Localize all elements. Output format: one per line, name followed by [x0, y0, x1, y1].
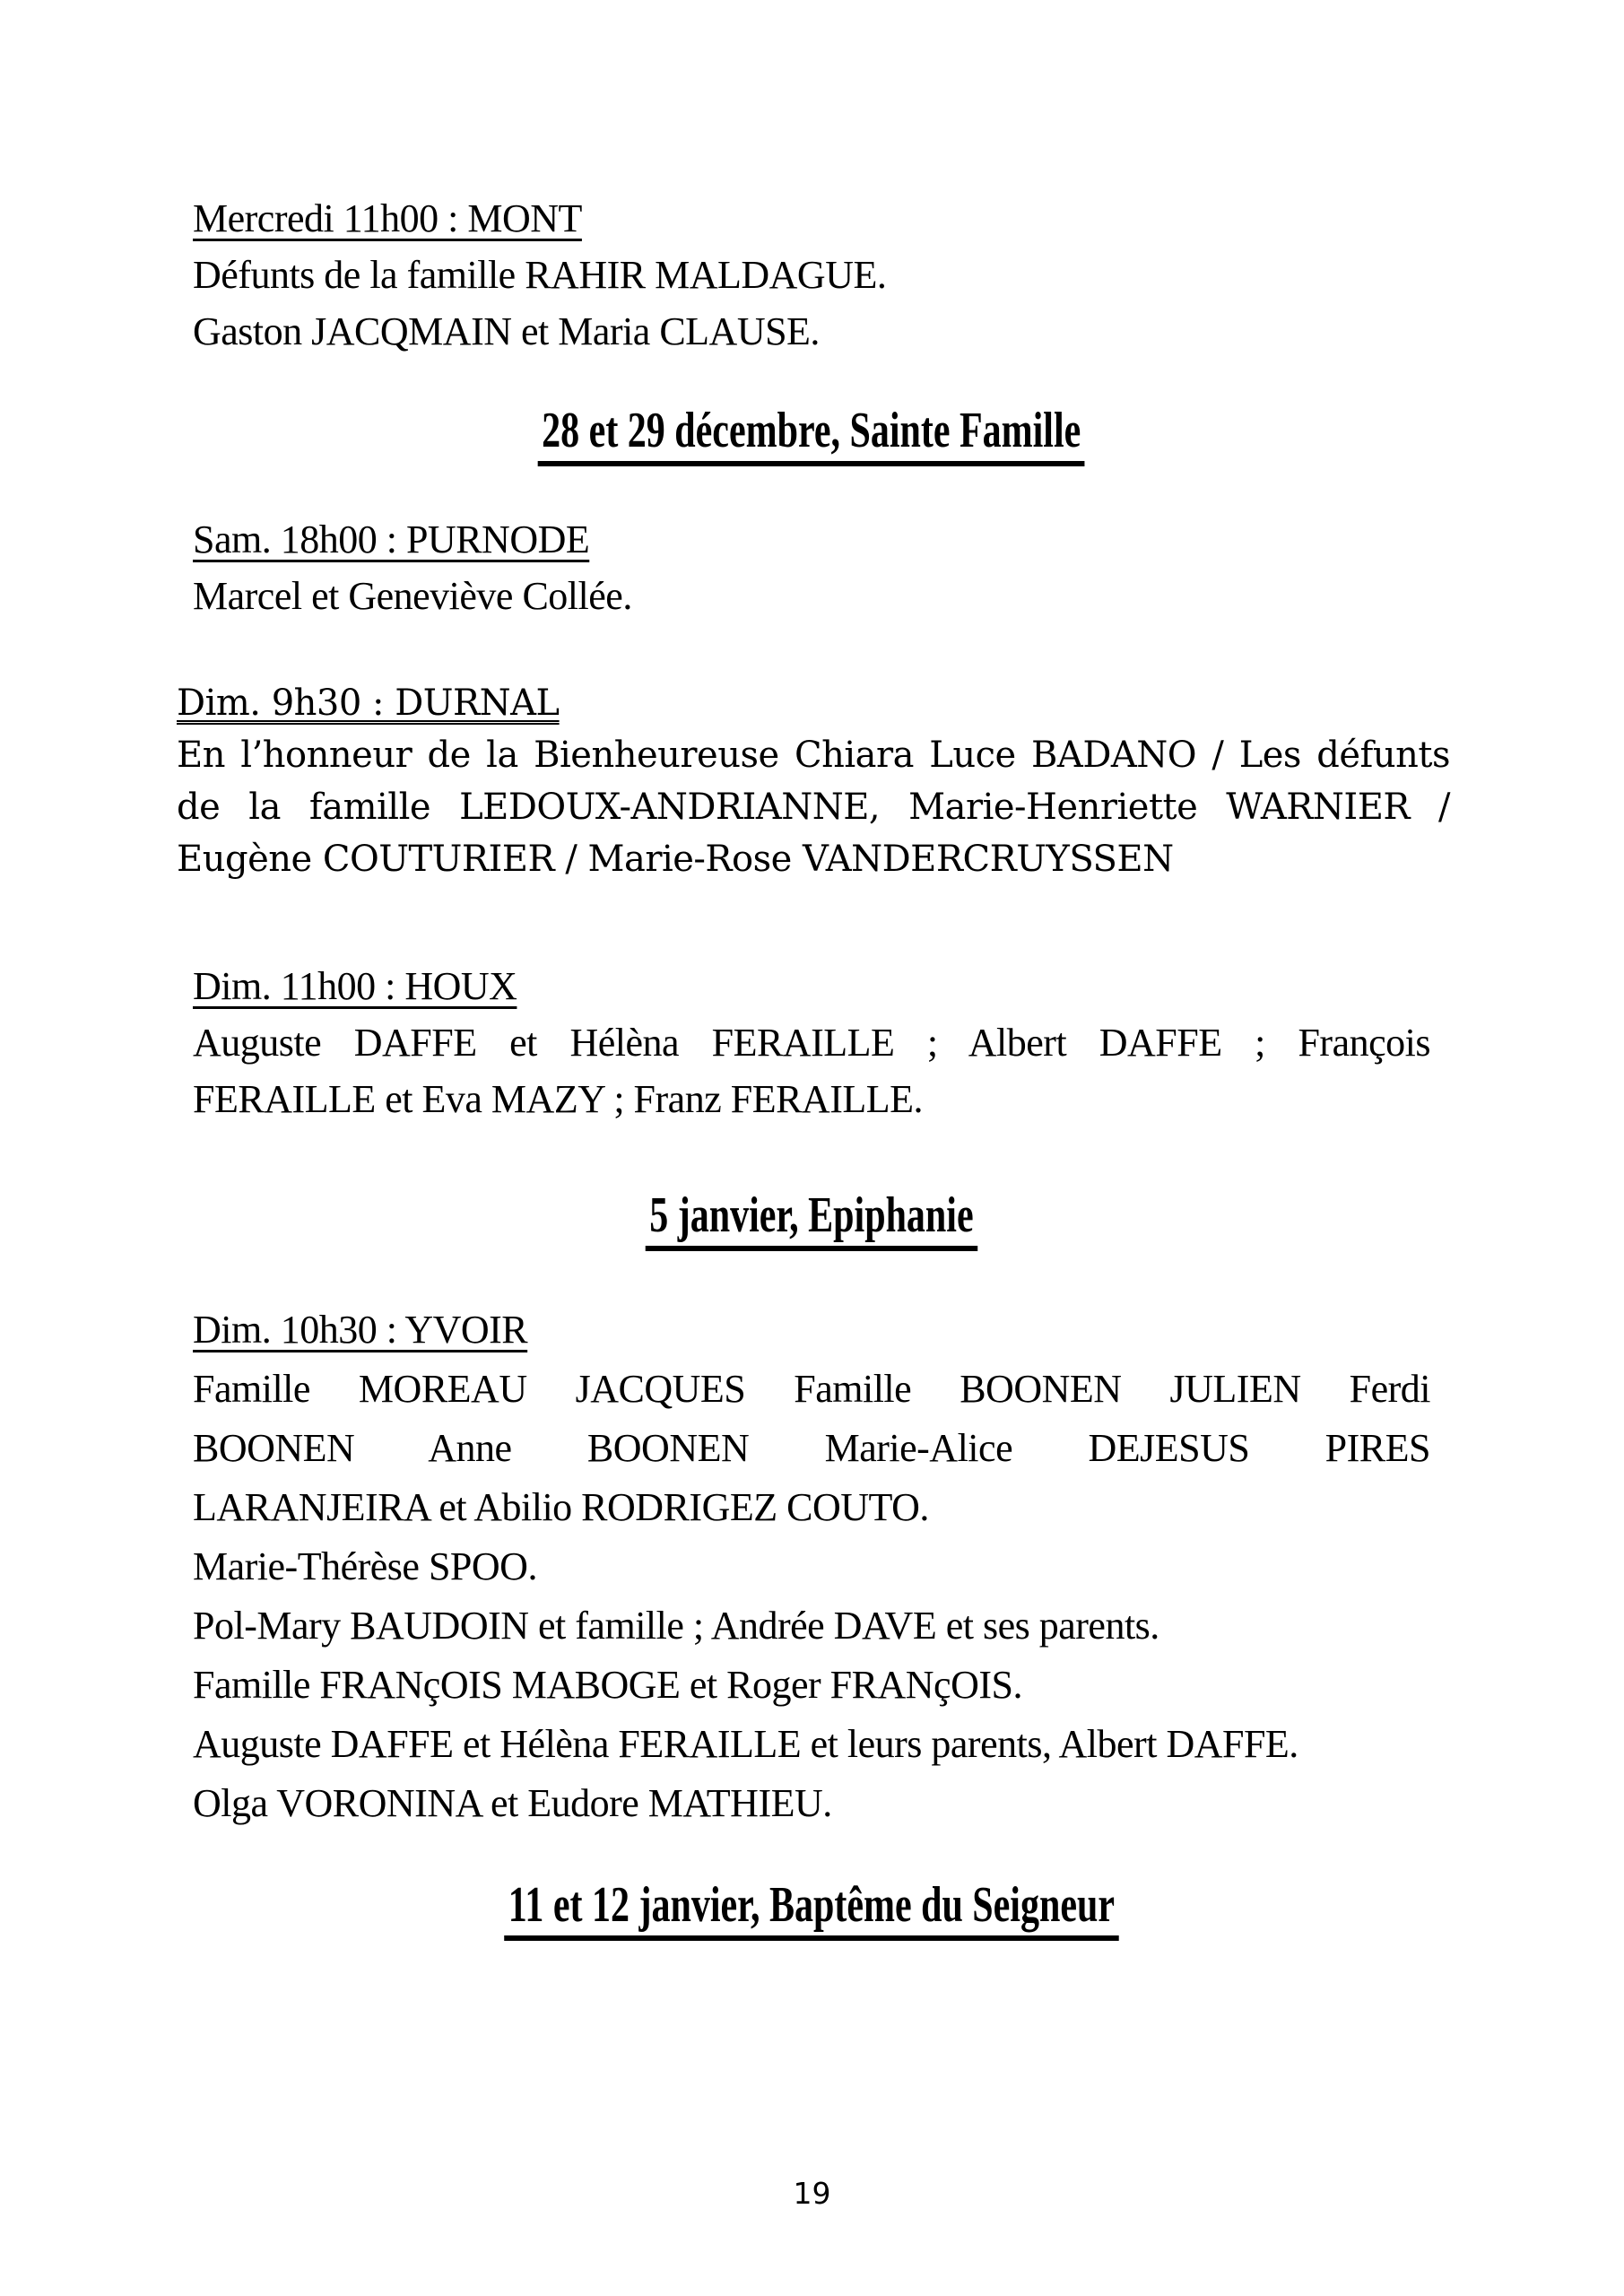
intention-line: Marcel et Geneviève Collée. [193, 574, 632, 618]
mass-heading-line [193, 1300, 1430, 1360]
feast-heading-text: 5 janvier, Epiphanie [646, 1188, 977, 1251]
intention-line: BOONEN Anne BOONEN Marie-Alice DEJESUS PIRES [193, 1426, 1430, 1470]
mass-heading-text: Dim. 9h30 : DURNAL [177, 683, 560, 724]
intention-line: Défunts de la famille RAHIR MALDAGUE. [193, 253, 887, 297]
mass-heading-line [177, 677, 1450, 729]
intention-line: Auguste DAFFE et Hélèna FERAILLE ; Albert DAFFE ; François [193, 1021, 1430, 1065]
intention-line: Pol-Mary BAUDOIN et famille ; Andrée DAVE et ses parents. [193, 1604, 1159, 1648]
intention-line: Famille FRANçOIS MABOGE et Roger FRANçOIS. [193, 1663, 1022, 1707]
mass-section-yvoir [193, 1300, 1430, 1833]
feast-heading [193, 1188, 1430, 1251]
mass-heading-line [193, 958, 1430, 1014]
intention-line: Marie-Thérèse SPOO. [193, 1544, 537, 1588]
intention-line: Olga VORONINA et Eudore MATHIEU. [193, 1781, 832, 1825]
intention-line: de la famille LEDOUX-ANDRIANNE, Marie-Henriette WARNIER / [177, 787, 1450, 828]
intention-line: Famille MOREAU JACQUES Famille BOONEN JULIEN Ferdi [193, 1367, 1430, 1411]
intention-line: En l’honneur de la Bienheureuse Chiara Luce BADANO / Les défunts [177, 735, 1450, 776]
mass-heading-text: Dim. 11h00 : HOUX [193, 964, 517, 1008]
mass-heading-line [193, 511, 1430, 568]
intention-line: Gaston JACQMAIN et Maria CLAUSE. [193, 309, 820, 353]
mass-heading-text: Sam. 18h00 : PURNODE [193, 517, 590, 561]
intention-line: Eugène COUTURIER / Marie-Rose VANDERCRUYSSEN [177, 839, 1174, 880]
mass-section-durnal [177, 677, 1450, 885]
mass-heading-text: Mercredi 11h00 : MONT [193, 196, 582, 240]
feast-heading [193, 404, 1430, 466]
feast-heading-text: 11 et 12 janvier, Baptême du Seigneur [504, 1878, 1118, 1941]
mass-section-purnode [193, 511, 1430, 624]
page-number: 19 [793, 2176, 831, 2211]
mass-heading-text: Dim. 10h30 : YVOIR [193, 1308, 528, 1352]
mass-section-houx [193, 958, 1430, 1127]
intention-line: Auguste DAFFE et Hélèna FERAILLE et leurs parents, Albert DAFFE. [193, 1722, 1298, 1766]
feast-heading [193, 1878, 1430, 1941]
mass-heading-line [193, 190, 1430, 247]
intention-line: LARANJEIRA et Abilio RODRIGEZ COUTO. [193, 1485, 929, 1529]
feast-heading-text: 28 et 29 décembre, Sainte Famille [538, 404, 1085, 466]
intention-line: FERAILLE et Eva MAZY ; Franz FERAILLE. [193, 1077, 923, 1121]
mass-section-mont [193, 190, 1430, 360]
